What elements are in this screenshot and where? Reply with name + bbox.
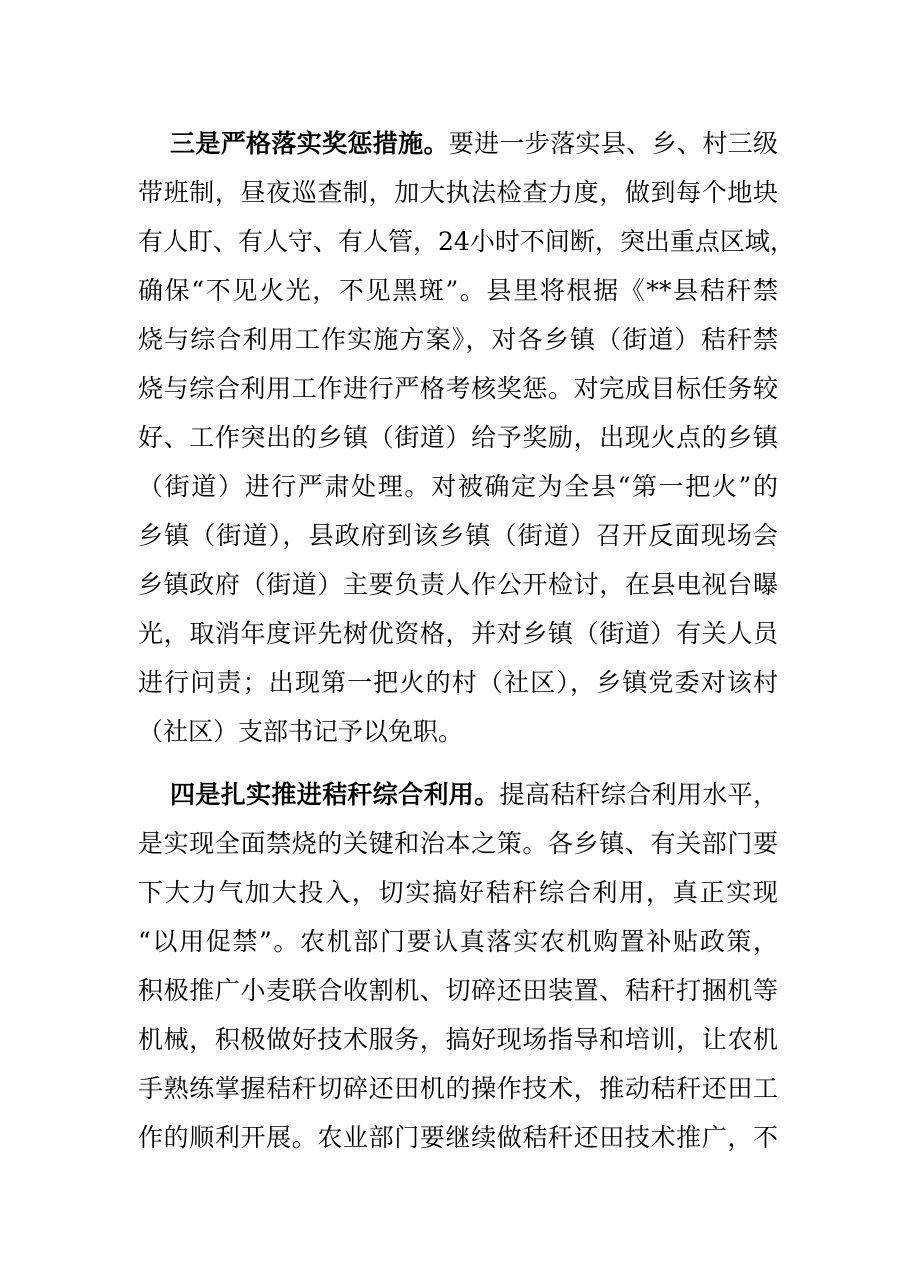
paragraph-1-line-13: （社区）支部书记予以免职。	[138, 717, 464, 746]
paragraph-1-line-5: 烧与综合利用工作实施方案》，对各乡镇（街道）秸秆禁	[138, 325, 778, 354]
paragraph-1-line-7: 好、工作突出的乡镇（街道）给予奖励，出现火点的乡镇	[138, 423, 778, 452]
paragraph-2-line-3: 下大力气加大投入，切实搞好秸秆综合利用，真正实现	[138, 878, 778, 907]
paragraph-1-heading: 三是严格落实奖惩措施。	[170, 129, 449, 158]
paragraph-1-line-1	[170, 124, 778, 164]
paragraph-1-line-8: （街道）进行严肃处理。对被确定为全县“第一把火”的	[138, 472, 778, 501]
paragraph-1-line-9: 乡镇（街道），县政府到该乡镇（街道）召开反面现场会	[138, 521, 778, 550]
paragraph-1-line-10: 乡镇政府（街道）主要负责人作公开检讨，在县电视台曝	[138, 570, 778, 599]
paragraph-1-line-11: 光，取消年度评先树优资格，并对乡镇（街道）有关人员	[138, 619, 778, 648]
paragraph-1-text: 要进一步落实县、乡、村三级	[448, 129, 778, 158]
paragraph-1-line-3: 有人盯、有人守、有人管，24小时不间断，突出重点区域，	[138, 227, 795, 256]
paragraph-2-line-4: “以用促禁”。农机部门要认真落实农机购置补贴政策，	[138, 927, 778, 956]
paragraph-2-line-5: 积极推广小麦联合收割机、切碎还田装置、秸秆打捆机等	[138, 976, 778, 1005]
paragraph-2-heading: 四是扎实推进秸秆综合利用。	[170, 780, 500, 809]
paragraph-2-line-6: 机械，积极做好技术服务，搞好现场指导和培训，让农机	[138, 1025, 778, 1054]
paragraph-1-line-4: 确保“不见火光，不见黑斑”。县里将根据《**县秸秆禁	[138, 276, 778, 305]
paragraph-1-line-12: 进行问责；出现第一把火的村（社区），乡镇党委对该村	[138, 668, 778, 697]
paragraph-2-line-7: 手熟练掌握秸秆切碎还田机的操作技术，推动秸秆还田工	[138, 1074, 778, 1103]
paragraph-1-line-6: 烧与综合利用工作进行严格考核奖惩。对完成目标任务较	[138, 374, 778, 403]
paragraph-2-line-1	[170, 775, 778, 815]
paragraph-1-line-2: 带班制，昼夜巡查制，加大执法检查力度，做到每个地块	[138, 178, 778, 207]
paragraph-2-line-2: 是实现全面禁烧的关键和治本之策。各乡镇、有关部门要	[138, 829, 778, 858]
paragraph-2-line-8: 作的顺利开展。农业部门要继续做秸秆还田技术推广，不	[138, 1123, 778, 1152]
paragraph-2-text: 提高秸秆综合利用水平，	[499, 780, 778, 809]
